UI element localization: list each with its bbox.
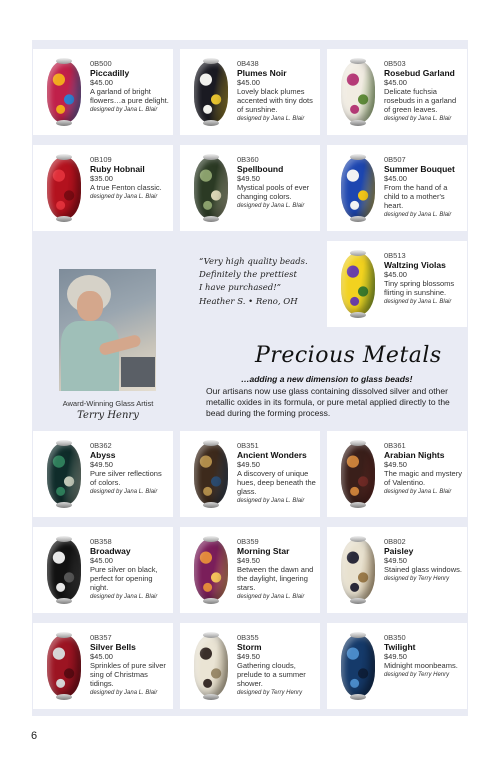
- bead-description: Tiny spring blossoms flirting in sunshine.: [384, 279, 455, 297]
- page-number: 6: [31, 730, 38, 742]
- bead-designer: designed by Jana L. Blair: [90, 194, 158, 200]
- bead-image: [341, 157, 375, 219]
- bead-designer: designed by Terry Henry: [384, 672, 450, 678]
- bead-image: [194, 443, 228, 505]
- bead-price: $49.50: [237, 556, 260, 565]
- bead-card[interactable]: [33, 623, 173, 709]
- bead-description: A true Fenton classic.: [90, 183, 162, 192]
- bead-designer: designed by Jana L. Blair: [90, 594, 158, 600]
- bead-designer: designed by Jana L. Blair: [237, 116, 305, 122]
- bead-image: [194, 539, 228, 601]
- testimonial-line: Definitely the prettiest: [199, 270, 297, 280]
- bead-name: Plumes Noir: [237, 68, 287, 78]
- bead-price: $49.50: [90, 460, 113, 469]
- bead-card[interactable]: [180, 527, 320, 613]
- section-title: Precious Metals: [255, 343, 442, 368]
- bead-description: Sprinkles of pure silver sing of Christmas tidings.: [90, 661, 166, 688]
- bead-name: Arabian Nights: [384, 450, 445, 460]
- bead-name: Piccadilly: [90, 68, 130, 78]
- bead-code: 0B503: [384, 59, 406, 68]
- bead-code: 0B359: [237, 537, 259, 546]
- bead-image: [47, 157, 81, 219]
- bead-code: 0B350: [384, 633, 406, 642]
- bead-code: 0B360: [237, 155, 259, 164]
- bead-card[interactable]: [180, 145, 320, 231]
- bead-designer: designed by Jana L. Blair: [237, 594, 305, 600]
- section-subtitle: …adding a new dimension to glass beads!: [241, 374, 413, 384]
- bead-price: $49.50: [237, 460, 260, 469]
- bead-card[interactable]: [33, 431, 173, 517]
- bead-designer: designed by Jana L. Blair: [384, 489, 452, 495]
- bead-image: [341, 443, 375, 505]
- bead-description: Midnight moonbeams.: [384, 661, 458, 670]
- testimonial-attribution: Heather S. • Reno, OH: [199, 297, 298, 307]
- bead-description: Stained glass windows.: [384, 565, 462, 574]
- bead-description: Pure silver on black, perfect for opening night.: [90, 565, 158, 592]
- bead-code: 0B507: [384, 155, 406, 164]
- bead-price: $49.50: [237, 652, 260, 661]
- bead-image: [194, 635, 228, 697]
- bead-price: $45.00: [384, 270, 407, 279]
- bead-code: 0B362: [90, 441, 112, 450]
- bead-price: $49.50: [384, 556, 407, 565]
- artist-caption: Award-Winning Glass Artist: [62, 399, 154, 408]
- bead-description: A discovery of unique hues, deep beneath the glass.: [237, 469, 316, 496]
- bead-name: Ruby Hobnail: [90, 164, 145, 174]
- bead-image: [341, 61, 375, 123]
- testimonial-line: “Very high quality beads.: [199, 257, 308, 267]
- bead-image: [47, 635, 81, 697]
- bead-price: $45.00: [384, 78, 407, 87]
- bead-price: $35.00: [90, 174, 113, 183]
- bead-code: 0B355: [237, 633, 259, 642]
- bead-designer: designed by Jana L. Blair: [90, 107, 158, 113]
- bead-description: Delicate fuchsia rosebuds in a garland of green leaves.: [384, 87, 457, 114]
- bead-price: $49.50: [237, 174, 260, 183]
- bead-description: Pure silver reflections of colors.: [90, 469, 162, 487]
- bead-price: $45.00: [237, 78, 260, 87]
- testimonial-quote: [199, 256, 325, 295]
- bead-card[interactable]: [33, 145, 173, 231]
- bead-designer: designed by Jana L. Blair: [237, 203, 305, 209]
- bead-designer: designed by Jana L. Blair: [384, 299, 452, 305]
- artist-photo: [59, 269, 156, 391]
- bead-code: 0B802: [384, 537, 406, 546]
- bead-card[interactable]: [180, 431, 320, 517]
- bead-card[interactable]: [327, 431, 467, 517]
- bead-card[interactable]: [180, 623, 320, 709]
- bead-name: Twilight: [384, 642, 416, 652]
- bead-code: 0B351: [237, 441, 259, 450]
- bead-image: [341, 635, 375, 697]
- bead-description: A garland of bright flowers…a pure delight.: [90, 87, 169, 105]
- bead-price: $45.00: [90, 652, 113, 661]
- bead-name: Waltzing Violas: [384, 260, 446, 270]
- bead-name: Rosebud Garland: [384, 68, 455, 78]
- bead-name: Paisley: [384, 546, 414, 556]
- bead-card[interactable]: [33, 527, 173, 613]
- bead-image: [341, 253, 375, 315]
- testimonial-line: I have purchased!”: [199, 283, 282, 293]
- bead-code: 0B357: [90, 633, 112, 642]
- bead-description: The magic and mystery of Valentino.: [384, 469, 462, 487]
- artist-signature: Terry Henry: [77, 410, 139, 421]
- bead-image: [47, 539, 81, 601]
- bead-code: 0B513: [384, 251, 406, 260]
- bead-code: 0B358: [90, 537, 112, 546]
- bead-price: $45.00: [90, 556, 113, 565]
- bead-price: $45.00: [384, 174, 407, 183]
- bead-card[interactable]: [327, 527, 467, 613]
- bead-designer: designed by Jana L. Blair: [237, 498, 305, 504]
- bead-description: Mystical pools of ever changing colors.: [237, 183, 310, 201]
- bead-code: 0B361: [384, 441, 406, 450]
- bead-name: Storm: [237, 642, 262, 652]
- bead-code: 0B438: [237, 59, 259, 68]
- bead-card[interactable]: [327, 241, 467, 327]
- bead-card[interactable]: [180, 49, 320, 135]
- bead-description: Between the dawn and the daylight, lingering stars.: [237, 565, 314, 592]
- bead-description: Gathering clouds, prelude to a summer shower.: [237, 661, 306, 688]
- bead-image: [47, 443, 81, 505]
- bead-name: Ancient Wonders: [237, 450, 307, 460]
- bead-code: 0B500: [90, 59, 112, 68]
- bead-name: Abyss: [90, 450, 116, 460]
- bead-designer: designed by Jana L. Blair: [90, 690, 158, 696]
- bead-price: $49.50: [384, 460, 407, 469]
- bead-name: Spellbound: [237, 164, 284, 174]
- bead-code: 0B109: [90, 155, 112, 164]
- bead-price: $45.00: [90, 78, 113, 87]
- bead-image: [47, 61, 81, 123]
- bead-image: [194, 61, 228, 123]
- bead-image: [341, 539, 375, 601]
- section-body: Our artisans now use glass containing dissolved silver and other metallic oxides in its formula, or pure metal applied directly to the bead during the forming process.: [206, 386, 450, 418]
- bead-card[interactable]: [327, 49, 467, 135]
- bead-name: Broadway: [90, 546, 131, 556]
- bead-card[interactable]: [327, 145, 467, 231]
- bead-designer: designed by Terry Henry: [384, 576, 450, 582]
- bead-image: [194, 157, 228, 219]
- bead-price: $49.50: [384, 652, 407, 661]
- bead-designer: designed by Jana L. Blair: [384, 212, 452, 218]
- bead-name: Summer Bouquet: [384, 164, 455, 174]
- bead-designer: designed by Terry Henry: [237, 690, 303, 696]
- bead-name: Silver Bells: [90, 642, 136, 652]
- bead-description: From the hand of a child to a mother's heart.: [384, 183, 448, 210]
- bead-name: Morning Star: [237, 546, 290, 556]
- bead-designer: designed by Jana L. Blair: [384, 116, 452, 122]
- bead-description: Lovely black plumes accented with tiny dots of sunshine.: [237, 87, 313, 114]
- bead-card[interactable]: [327, 623, 467, 709]
- bead-designer: designed by Jana L. Blair: [90, 489, 158, 495]
- bead-card[interactable]: [33, 49, 173, 135]
